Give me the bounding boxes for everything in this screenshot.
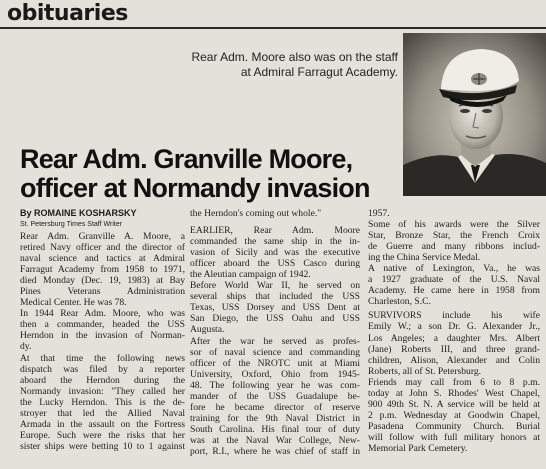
column-1-line: Herndon in the invasion of Norman- <box>20 330 185 342</box>
column-1-line: Europe. Such were the risks that her <box>20 429 185 441</box>
column-1-line: naval science and tactics at Admiral <box>20 253 185 265</box>
column-3-line: 1957. <box>368 208 390 219</box>
column-1-line: Rear Adm. Granville A. Moore, a <box>20 231 185 242</box>
photo-caption <box>170 50 398 80</box>
column-2-line: officer of the NROTC unit at Miami <box>190 357 360 369</box>
column-2-line: the Herndon's coming out whole." <box>190 208 322 219</box>
column-1-line: stroyer that led the Allied Naval <box>20 407 185 419</box>
section-title: obituaries <box>7 1 128 26</box>
column-1-line: died Monday (Dec. 19, 1983) at Bay <box>20 275 185 287</box>
headline-line-1: Rear Adm. Granville Moore, <box>20 144 353 174</box>
column-2-line: Augusta. <box>190 324 225 336</box>
column-3-line: Los Angeles; a daughter Mrs. Albert <box>368 332 540 344</box>
column-2-line: EARLIER, Rear Adm. Moore <box>190 225 360 237</box>
byline <box>20 208 180 230</box>
column-2-line: vasion of Sicily and was the executive <box>190 247 360 259</box>
portrait-photo <box>403 33 546 196</box>
column-1-line: aboard the Herndon during the <box>20 374 185 386</box>
column-2-line: sor of naval science and commanding <box>190 346 360 358</box>
column-3-line: 2 p.m. Wednesday at Goodwin Chapel, <box>368 409 540 421</box>
column-2-line: South Carolina. His final tour of duty <box>190 423 360 435</box>
column-1-line: the Lucky Herndon. This is the de- <box>20 396 185 408</box>
column-3-line: a 1927 graduate of the U.S. Naval <box>368 274 540 286</box>
column-3-line: de Guerre and many ribbons includ- <box>368 241 540 253</box>
column-1-line: then a commander, headed the USS <box>20 319 185 331</box>
column-2-line: 48. The following year he was com- <box>190 379 360 391</box>
column-1-line: Normandy invasion: "They called her <box>20 385 185 397</box>
column-2-line: training for the 9th Naval District in <box>190 412 360 424</box>
column-2-line: commanded the same ship in the in- <box>190 236 360 248</box>
column-1-line: Medical Center. He was 78. <box>20 297 127 309</box>
column-2-line: University, Oxford, Ohio from 1945- <box>190 368 360 380</box>
headline-line-2: officer at Normandy invasion <box>20 173 370 203</box>
column-3-line: Pasadena Community Church. Burial <box>368 420 540 432</box>
column-2-line: Texas, USS Dorsey and USS Dent at <box>190 302 360 314</box>
caption-line-1: Rear Adm. Moore also was on the staff <box>191 50 398 64</box>
column-3-line: 900 49th St. N. A service will be held at <box>368 398 540 410</box>
column-2-line: After the war he served as profes- <box>190 335 360 347</box>
article-column-2 <box>190 208 360 457</box>
column-1-line: Farragut Academy from 1958 to 1971, <box>20 264 185 276</box>
column-1-line: In 1944 Rear Adm. Moore, who was <box>20 308 185 320</box>
column-2-line: San Diego, the USS Oahu and USS <box>190 313 360 325</box>
column-3-line: Charleston, S.C. <box>368 296 431 308</box>
column-2-line: officer aboard the USS Casco during <box>190 258 360 270</box>
column-3-line: Friends may call from 6 to 8 p.m. <box>368 376 540 388</box>
column-3-line: will follow with full military honors at <box>368 431 540 443</box>
column-2-line: fore he became director of reserve <box>190 401 360 413</box>
column-2-line: Before World War II, he served on <box>190 280 360 292</box>
column-2-line: several ships that included the USS <box>190 291 360 303</box>
column-3-line: Memorial Park Cemetery. <box>368 442 468 454</box>
column-3-line: ing the China Service Medal. <box>368 252 481 264</box>
byline-author: By ROMAINE KOSHARSKY <box>20 208 137 218</box>
column-2-line: the Aleutian campaign of 1942. <box>190 269 311 281</box>
column-3-line: today at John S. Rhodes' West Chapel, <box>368 387 540 399</box>
column-1-line: dispatch was filed by a reporter <box>20 363 185 375</box>
column-1-line: Pines Veterans Administration <box>20 286 185 298</box>
column-3-line: Academy. He came here in 1958 from <box>368 285 540 297</box>
headline <box>20 145 400 203</box>
column-1-line: retired Navy officer and the director of <box>20 242 185 254</box>
article-column-1 <box>20 231 185 452</box>
column-3-line: Roberts, all of St. Petersburg. <box>368 365 482 377</box>
column-3-line: children, Alison, Alexander and Colin <box>368 354 540 366</box>
column-2-line: mander of the USS Guadalupe be- <box>190 390 360 402</box>
column-1-line: sister ships were betting 10 to 1 against <box>20 440 185 452</box>
byline-affiliation: St. Petersburg Times Staff Writer <box>20 221 123 228</box>
column-3-line: Star, Bronze Star, the French Croix <box>368 230 540 242</box>
column-3-line: Some of his awards were the Silver <box>368 219 540 231</box>
column-2-line: port, R.I., where he was chief of staff in <box>190 445 360 457</box>
column-1-line: At that time the following news <box>20 352 185 364</box>
column-3-line: Emily W.; a son Dr. G. Alexander Jr., <box>368 321 540 333</box>
column-3-line: SURVIVORS include his wife <box>368 310 540 322</box>
caption-line-2: at Admiral Farragut Academy. <box>240 65 398 79</box>
column-3-line: A native of Lexington, Va., he was <box>368 263 540 275</box>
column-2-line: was at the Naval War College, New- <box>190 434 360 446</box>
article-column-3 <box>368 208 540 454</box>
column-1-line: Armada in the assault on the Fortress <box>20 418 185 430</box>
header-rule <box>0 27 546 29</box>
column-3-line: (Jane) Roberts III, and three grand- <box>368 343 540 355</box>
column-1-line: dy. <box>20 341 32 353</box>
